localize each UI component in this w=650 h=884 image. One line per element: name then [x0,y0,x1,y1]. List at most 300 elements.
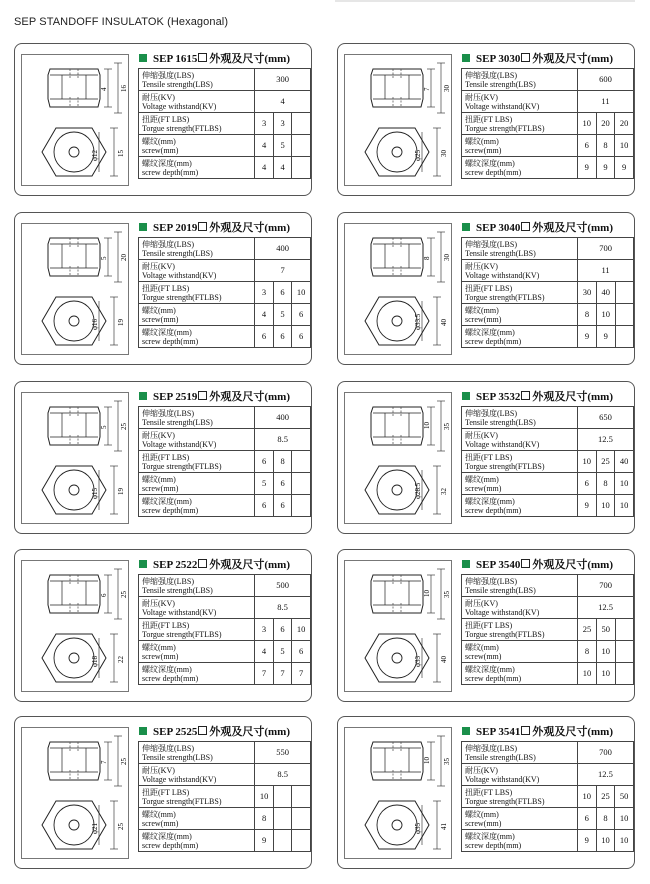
voltage-value: 11 [578,260,634,282]
torque-value [273,786,291,808]
product-card [14,381,312,534]
depth-value: 7 [292,663,311,685]
row-torque [139,619,311,641]
model-name: SEP 2522 [153,559,198,571]
tensile-value: 600 [577,69,633,91]
depth-value: 6 [273,495,292,517]
voltage-value: 11 [577,91,633,113]
row-torque [462,786,634,808]
row-torque [139,113,311,135]
depth-value [292,830,311,852]
screw-value: 4 [255,135,274,157]
tensile-value: 400 [255,407,311,429]
end-view [365,128,448,176]
torque-label-cn: 扭距(FT LBS) [142,283,190,293]
depth-label-en: screw depth(mm) [142,673,199,683]
insulator-svg [345,728,453,860]
diameter-label: φ16 [91,318,99,330]
insulator-drawing [21,560,129,692]
model-suffix: 外观及尺寸(mm) [532,391,613,403]
row-depth [139,326,311,348]
side-view [371,569,451,619]
width-label: 32 [440,488,448,495]
depth-value [292,157,311,179]
model-name: SEP 1615 [153,53,198,65]
thread-length-label: 10 [423,422,431,429]
torque-value: 25 [596,451,615,473]
depth-label-en: screw depth(mm) [142,840,199,850]
green-bullet-icon [462,727,470,735]
screw-label-en: screw(mm) [465,651,502,661]
tensile-label-en: Tensile strength(LBS) [465,752,536,762]
depth-value: 9 [615,157,634,179]
depth-value: 9 [596,157,615,179]
torque-label [139,786,255,808]
voltage-label-cn: 耐压(KV) [465,598,498,608]
torque-value [292,113,311,135]
end-view [42,801,125,849]
torque-label-en: Torgue strength(FTLBS) [142,123,222,133]
screw-value: 5 [273,304,292,326]
screw-label [462,304,578,326]
depth-value: 10 [596,495,615,517]
row-tensile [139,407,311,429]
product-card [337,212,635,365]
voltage-value: 8.5 [255,597,311,619]
depth-label-en: screw depth(mm) [465,505,522,515]
tensile-label [462,238,578,260]
row-voltage [139,429,311,451]
torque-label-en: Torgue strength(FTLBS) [465,796,545,806]
end-view [42,634,125,682]
depth-label-en: screw depth(mm) [465,673,522,683]
green-bullet-icon [139,392,147,400]
torque-label-cn: 扭距(FT LBS) [142,114,190,124]
row-torque [462,113,634,135]
voltage-value: 8.5 [255,429,311,451]
screw-value: 4 [255,304,274,326]
torque-value: 25 [578,619,597,641]
depth-label [139,326,255,348]
depth-label [462,830,578,852]
row-depth [462,326,634,348]
model-suffix: 外观及尺寸(mm) [532,559,613,571]
tensile-label-en: Tensile strength(LBS) [465,417,536,427]
row-torque [139,282,311,304]
torque-label [462,786,578,808]
depth-value [615,663,633,685]
tensile-label-cn: 伸缩强度(LBS) [465,743,517,753]
depth-label [462,157,578,179]
voltage-label-en: Voltage withstand(KV) [465,774,540,784]
row-screw [139,641,311,663]
side-view [48,736,128,786]
row-voltage [462,597,634,619]
tensile-label-en: Tensile strength(LBS) [142,79,213,89]
torque-value: 10 [292,619,311,641]
tensile-label-en: Tensile strength(LBS) [465,79,536,89]
depth-label-cn: 螺纹深度(mm) [465,496,515,506]
insulator-drawing [21,727,129,859]
screw-label-cn: 螺纹(mm) [142,136,176,146]
screw-value: 8 [596,135,615,157]
voltage-label-en: Voltage withstand(KV) [465,270,540,280]
depth-value: 9 [255,830,274,852]
screw-label [139,641,255,663]
model-heading [139,219,290,235]
voltage-label-cn: 耐压(KV) [142,430,175,440]
spec-table [461,406,634,517]
height-label: 30 [443,254,451,261]
top-divider [335,0,635,2]
screw-value: 10 [615,473,634,495]
torque-label-cn: 扭距(FT LBS) [465,620,513,630]
screw-label-cn: 螺纹(mm) [465,809,499,819]
spec-table [461,741,634,852]
green-bullet-icon [139,54,147,62]
width-label: 40 [440,656,448,663]
diameter-label: φ35 [414,822,422,834]
tensile-value: 550 [255,742,311,764]
insulator-svg [345,55,453,187]
depth-label [462,663,578,685]
tensile-value: 400 [255,238,311,260]
model-heading [139,50,290,66]
end-view [42,466,125,514]
voltage-label [139,91,255,113]
torque-value: 3 [255,282,274,304]
checkbox-square-icon [198,726,207,735]
green-bullet-icon [462,560,470,568]
width-label: 41 [440,823,448,830]
insulator-svg [22,728,130,860]
tensile-label-cn: 伸缩强度(LBS) [465,576,517,586]
diameter-label: φ33 [414,655,422,667]
tensile-label [462,69,578,91]
height-label: 25 [120,591,128,598]
depth-value: 7 [273,663,292,685]
screw-label [462,641,578,663]
screw-label-en: screw(mm) [465,818,502,828]
depth-label [139,495,255,517]
row-screw [462,808,634,830]
side-view [48,63,128,113]
checkbox-square-icon [521,53,530,62]
depth-label [139,830,255,852]
side-view [48,569,128,619]
screw-label-en: screw(mm) [142,818,179,828]
model-suffix: 外观及尺寸(mm) [532,53,613,65]
tensile-label [139,575,255,597]
voltage-label [462,91,578,113]
screw-label-en: screw(mm) [142,314,179,324]
depth-label-cn: 螺纹深度(mm) [142,496,192,506]
torque-label-en: Torgue strength(FTLBS) [142,461,222,471]
insulator-svg [22,561,130,693]
row-tensile [462,407,634,429]
insulator-drawing [344,392,452,524]
tensile-value: 700 [577,742,633,764]
torque-label [139,619,255,641]
row-tensile [462,575,634,597]
screw-value: 10 [596,304,615,326]
depth-label-en: screw depth(mm) [465,336,522,346]
depth-label-cn: 螺纹深度(mm) [142,664,192,674]
torque-label-cn: 扭距(FT LBS) [465,283,513,293]
voltage-label-cn: 耐压(KV) [142,765,175,775]
torque-value: 10 [292,282,311,304]
voltage-label [139,764,255,786]
insulator-svg [345,561,453,693]
voltage-label-en: Voltage withstand(KV) [465,439,540,449]
voltage-label [462,597,578,619]
model-heading [462,723,613,739]
spec-table [461,574,634,685]
height-label: 35 [443,591,451,598]
voltage-label [139,429,255,451]
torque-value: 20 [615,113,634,135]
torque-value: 20 [596,113,615,135]
screw-value: 6 [273,473,292,495]
thread-length-label: 4 [100,87,108,91]
torque-value: 10 [577,451,596,473]
torque-value: 10 [577,113,596,135]
row-torque [139,786,311,808]
depth-value: 10 [615,495,634,517]
torque-value: 6 [273,619,292,641]
diameter-label: φ15 [91,487,99,499]
row-voltage [139,260,311,282]
torque-label-en: Torgue strength(FTLBS) [142,629,222,639]
row-screw [462,641,634,663]
diameter-label: φ25 [414,149,422,161]
torque-label-cn: 扭距(FT LBS) [142,452,190,462]
screw-label-cn: 螺纹(mm) [465,642,499,652]
checkbox-square-icon [198,222,207,231]
torque-label [462,282,578,304]
voltage-value: 7 [255,260,311,282]
checkbox-square-icon [521,726,530,735]
row-tensile [462,69,634,91]
thread-length-label: 5 [100,425,108,429]
insulator-svg [22,393,130,525]
side-view [48,401,128,451]
diameter-label: φ18 [91,655,99,667]
side-view [371,736,451,786]
model-name: SEP 2519 [153,391,198,403]
torque-value: 8 [273,451,292,473]
voltage-label-cn: 耐压(KV) [465,765,498,775]
screw-label-en: screw(mm) [142,651,179,661]
row-depth [139,830,311,852]
screw-value: 6 [292,304,311,326]
model-heading [462,219,613,235]
torque-label-en: Torgue strength(FTLBS) [142,796,222,806]
depth-label-en: screw depth(mm) [465,167,522,177]
width-label: 19 [117,319,125,326]
checkbox-square-icon [521,391,530,400]
page-title: SEP STANDOFF INSULATOK (Hexagonal) [14,16,229,28]
row-voltage [139,764,311,786]
thread-length-label: 8 [423,256,431,260]
torque-value [615,282,633,304]
tensile-label-cn: 伸缩强度(LBS) [465,239,517,249]
screw-value: 8 [578,641,597,663]
row-screw [139,135,311,157]
depth-value: 7 [255,663,274,685]
screw-value: 8 [596,473,615,495]
screw-value: 5 [255,473,274,495]
side-view [371,63,451,113]
row-tensile [139,742,311,764]
insulator-svg [22,224,130,356]
diameter-label: φ12 [91,149,99,161]
thread-length-label: 5 [100,256,108,260]
tensile-label-cn: 伸缩强度(LBS) [142,408,194,418]
width-label: 25 [117,823,125,830]
end-view [42,128,125,176]
screw-value: 6 [577,135,596,157]
depth-label-en: screw depth(mm) [142,336,199,346]
thread-length-label: 7 [100,760,108,764]
screw-value: 6 [292,641,311,663]
tensile-label [139,407,255,429]
product-card [337,43,635,196]
screw-label [139,808,255,830]
insulator-drawing [21,392,129,524]
product-card [14,43,312,196]
width-label: 30 [440,150,448,157]
tensile-label-en: Tensile strength(LBS) [142,248,213,258]
tensile-value: 650 [577,407,633,429]
row-tensile [139,238,311,260]
torque-label [139,451,255,473]
width-label: 19 [117,488,125,495]
end-view [365,297,448,345]
voltage-value: 4 [255,91,311,113]
tensile-label-en: Tensile strength(LBS) [142,417,213,427]
depth-label-cn: 螺纹深度(mm) [142,327,192,337]
tensile-label-cn: 伸缩强度(LBS) [465,408,517,418]
product-card [14,716,312,869]
depth-value: 6 [292,326,311,348]
row-voltage [462,260,634,282]
height-label: 25 [120,423,128,430]
depth-value: 6 [255,495,274,517]
row-screw [462,473,634,495]
checkbox-square-icon [521,559,530,568]
thread-length-label: 10 [423,757,431,764]
voltage-label-cn: 耐压(KV) [142,92,175,102]
tensile-value: 700 [578,575,634,597]
tensile-label-en: Tensile strength(LBS) [465,585,536,595]
torque-value: 40 [615,451,634,473]
depth-value: 10 [596,830,615,852]
side-view [371,401,451,451]
voltage-value: 8.5 [255,764,311,786]
screw-label [462,473,578,495]
row-torque [462,282,634,304]
depth-value: 9 [596,326,615,348]
voltage-label [462,260,578,282]
torque-value: 25 [596,786,615,808]
screw-label-cn: 螺纹(mm) [142,305,176,315]
height-label: 30 [443,85,451,92]
row-voltage [139,597,311,619]
torque-value: 3 [273,113,292,135]
row-screw [139,304,311,326]
screw-value: 8 [578,304,597,326]
depth-value: 10 [596,663,615,685]
row-depth [462,830,634,852]
row-voltage [462,764,634,786]
screw-label [139,135,255,157]
screw-value: 5 [273,135,292,157]
height-label: 16 [120,85,128,92]
torque-value [615,619,633,641]
torque-label-cn: 扭距(FT LBS) [142,620,190,630]
depth-value: 10 [578,663,597,685]
row-depth [139,495,311,517]
depth-label-cn: 螺纹深度(mm) [142,831,192,841]
row-voltage [462,429,634,451]
tensile-label [462,575,578,597]
torque-value: 6 [273,282,292,304]
product-card [14,549,312,702]
model-name: SEP 3541 [476,726,521,738]
diameter-label: φ33.5 [414,313,422,330]
voltage-label-cn: 耐压(KV) [142,261,175,271]
voltage-label [139,597,255,619]
model-name: SEP 3040 [476,222,521,234]
depth-label-en: screw depth(mm) [142,167,199,177]
row-torque [139,451,311,473]
insulator-drawing [344,223,452,355]
torque-value: 6 [255,451,274,473]
depth-value: 6 [273,326,292,348]
voltage-value: 12.5 [578,597,634,619]
spec-table [138,741,311,852]
torque-value: 10 [255,786,274,808]
tensile-label-en: Tensile strength(LBS) [465,248,536,258]
insulator-drawing [344,54,452,186]
row-depth [139,157,311,179]
side-view [371,232,451,282]
screw-label-cn: 螺纹(mm) [465,136,499,146]
row-torque [462,619,634,641]
end-view [365,466,448,514]
spec-table [138,406,311,517]
voltage-label [462,764,578,786]
model-suffix: 外观及尺寸(mm) [209,222,290,234]
spec-table [461,237,634,348]
depth-value: 9 [577,495,596,517]
tensile-label [139,69,255,91]
tensile-label-cn: 伸缩强度(LBS) [142,239,194,249]
row-screw [462,135,634,157]
screw-value: 8 [255,808,274,830]
torque-label [462,113,578,135]
tensile-label [462,742,578,764]
insulator-svg [22,55,130,187]
depth-value: 4 [273,157,292,179]
depth-value: 9 [578,326,597,348]
screw-label-en: screw(mm) [465,145,502,155]
row-torque [462,451,634,473]
tensile-value: 500 [255,575,311,597]
end-view [365,801,448,849]
product-card [337,549,635,702]
